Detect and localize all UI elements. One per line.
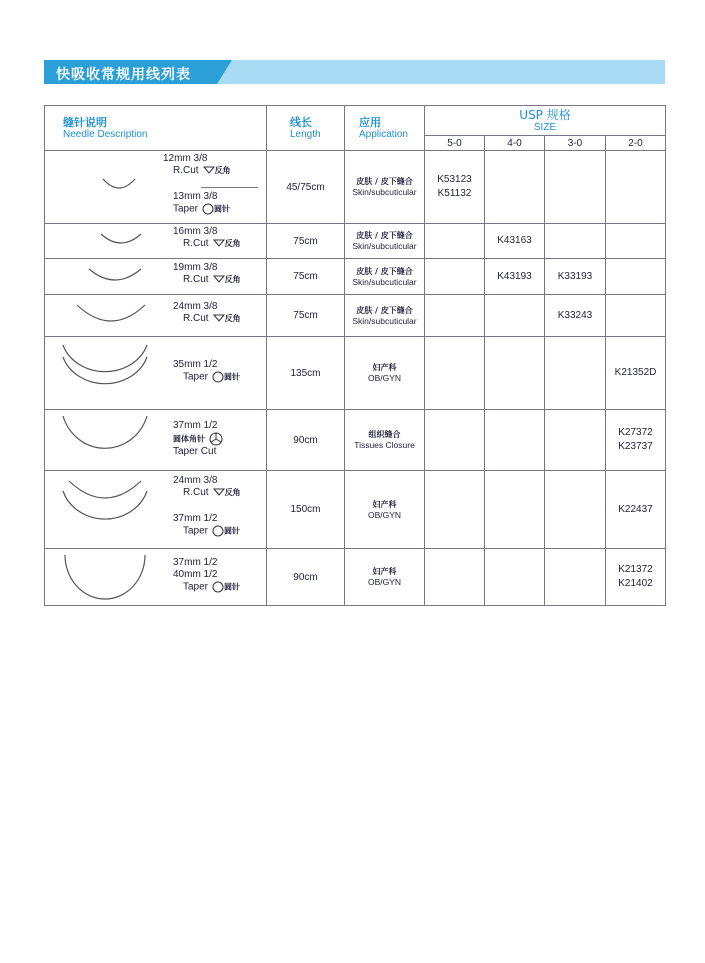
app-cn: 组织缝合 [368,430,401,439]
header-length-en: Length [290,128,321,140]
application-cell [345,224,425,259]
app-cn: 妇产科 [372,499,397,509]
suture-table [44,105,666,606]
code-cell-3-0 [545,471,606,549]
app-en: Skin/subcuticular [352,315,417,326]
code-cell-2-0 [606,549,666,606]
needle-3-8-icon [87,267,143,285]
application-cell [345,151,425,224]
needle-dim: 37mm 1/2 [173,557,218,568]
app-cn: 皮肤 / 皮下缝合 [356,266,413,276]
section-banner [44,60,665,84]
needle-type-line [173,525,240,538]
needle-type-line [173,581,240,594]
needle-shape: 反角 [224,314,241,323]
code-cell-3-0 [545,151,606,224]
table-row [45,471,666,549]
taper-cut-icon [209,432,223,446]
needle-dim: 19mm 3/8 [173,262,218,273]
application-cell [345,410,425,471]
length-cell: 75cm [267,295,345,337]
header-usp-en: SIZE [533,121,557,133]
header-app-en: Application [359,128,408,140]
needle-1-2-icon [59,414,151,466]
table-row [45,410,666,471]
needle-type: Taper [183,525,209,537]
length-cell: 75cm [267,259,345,295]
code-cell-4-0 [485,151,545,224]
application-cell [345,295,425,337]
code-cell-3-0 [545,337,606,410]
spec-group [173,420,223,458]
spec-group [173,191,230,216]
needle-description [45,295,267,337]
spec-group [173,513,240,538]
application-cell [345,471,425,549]
product-code: K51132 [437,188,472,199]
application-cell [345,259,425,295]
length-cell: 150cm [267,471,345,549]
needle-type: Taper [183,581,209,593]
header-application [345,106,425,151]
app-en: OB/GYN [367,509,402,520]
needle-shape: 圆针 [224,582,241,592]
needle-dim: 37mm 1/2 [173,513,218,524]
header-app-cn: 应用 [359,115,381,129]
header-desc-cn: 缝针说明 [63,115,107,129]
code-cell-4-0 [485,337,545,410]
needle-description [45,259,267,295]
app-en: OB/GYN [367,577,402,587]
needle-dim: 40mm 1/2 [173,569,218,580]
product-code: K53123 [437,174,472,185]
code-cell-2-0 [606,337,666,410]
app-cn: 妇产科 [372,363,397,372]
product-code: K21402 [618,578,653,589]
needle-shape: 反角 [224,275,241,284]
needle-shape: 圆针 [224,526,241,536]
spec-group [173,475,241,499]
needle-type-line [173,487,241,499]
code-cell-5-0 [425,337,485,410]
needle-type: R.Cut [183,313,209,324]
banner-title: 快吸收常规用线列表 [56,67,191,83]
needle-type: R.Cut [183,238,209,249]
needle-type: 圆体角针 [173,434,205,444]
needle-description [45,224,267,259]
needle-description [45,151,267,224]
length-cell: 90cm [267,410,345,471]
spec-group [173,301,241,325]
app-cn: 妇产科 [372,567,397,576]
app-cn: 皮肤 / 皮下缝合 [356,231,413,240]
size-2-0: 2-0 [606,136,666,151]
app-cn: 皮肤 / 皮下缝合 [356,177,413,186]
code-cell-2-0 [606,224,666,259]
needle-type-line [173,274,241,286]
code-cell-3-0 [545,224,606,259]
product-code: K43193 [497,270,532,282]
code-cell-5-0 [425,295,485,337]
needle-dim: 24mm 3/8 [173,301,218,312]
code-cell-3-0 [545,259,606,295]
product-code: K21352D [614,367,657,378]
spec-divider [201,187,258,188]
length-cell: 75cm [267,224,345,259]
triangle-icon [213,314,225,322]
needle-3-8-icon [75,303,147,327]
code-cell-3-0 [545,410,606,471]
code-cell-4-0 [485,224,545,259]
needle-type: Taper [173,203,199,215]
needle-3-8-icon [99,232,143,248]
needle-dim: 24mm 3/8 [173,475,218,486]
spec-group [173,226,241,250]
app-en: Tissues Closure [354,440,415,450]
app-en: OB/GYN [367,373,402,383]
needle-type: R.Cut [183,487,209,498]
needle-3-8-icon [101,177,137,193]
code-cell-2-0 [606,410,666,471]
size-4-0: 4-0 [485,136,545,151]
code-cell-4-0 [485,549,545,606]
spec-group [173,557,240,594]
needle-dim: 37mm 1/2 [173,420,218,431]
circle-icon [202,203,214,215]
code-cell-2-0 [606,259,666,295]
product-code: K33193 [557,270,593,282]
product-code: K22437 [618,503,653,515]
length-cell: 90cm [267,549,345,606]
needle-dim: 16mm 3/8 [173,226,218,237]
header-desc [45,106,267,151]
table-row [45,259,666,295]
circle-icon [212,581,224,593]
table-row [45,295,666,337]
triangle-icon [213,239,225,247]
code-cell-2-0 [606,471,666,549]
needle-shape: 圆针 [224,372,241,382]
triangle-icon [203,166,215,174]
needle-combo-icon [59,479,151,541]
length-cell: 45/75cm [267,151,345,224]
needle-type: R.Cut [173,165,199,176]
product-code: K21372 [618,564,653,575]
needle-shape: 圆针 [214,204,231,214]
header-row [45,106,666,136]
application-cell [345,337,425,410]
code-cell-2-0 [606,295,666,337]
needle-description [45,549,267,606]
header-usp-cn: USP 规格 [519,107,571,122]
needle-1-2-icon [59,343,151,403]
table-row [45,337,666,410]
triangle-icon [213,488,225,496]
code-cell-4-0 [485,295,545,337]
needle-type-en: Taper Cut [173,446,217,457]
code-cell-4-0 [485,259,545,295]
table-row [45,549,666,606]
product-code: K33243 [557,309,593,321]
needle-shape: 反角 [224,239,241,248]
code-cell-2-0 [606,151,666,224]
needle-type-line [163,165,231,177]
needle-description [45,410,267,471]
code-cell-5-0 [425,224,485,259]
code-cell-3-0 [545,549,606,606]
spec-group [173,262,241,286]
needle-description [45,337,267,410]
header-length [267,106,345,151]
app-cn: 皮肤 / 皮下缝合 [356,305,413,315]
code-cell-3-0 [545,295,606,337]
product-code: K23737 [618,441,653,452]
header-usp [425,106,666,136]
app-en: Skin/subcuticular [352,187,417,197]
code-cell-5-0 [425,410,485,471]
needle-dim: 35mm 1/2 [173,359,218,370]
needle-type: R.Cut [183,274,209,285]
length-cell: 135cm [267,337,345,410]
needle-type-line [173,432,223,446]
needle-type-line [173,371,240,384]
spec-group [173,359,240,384]
needle-shape: 反角 [214,166,231,175]
code-cell-5-0 [425,151,485,224]
needle-shape: 反角 [224,488,241,497]
needle-dim: 13mm 3/8 [173,191,218,202]
needle-type-line [173,203,230,216]
product-code: K27372 [618,427,653,438]
triangle-icon [213,275,225,283]
needle-type-line [173,313,241,325]
circle-icon [212,371,224,383]
code-cell-4-0 [485,410,545,471]
app-en: Skin/subcuticular [352,241,417,251]
size-5-0: 5-0 [425,136,485,151]
spec-group [163,153,231,177]
table-row [45,151,666,224]
needle-description [45,471,267,549]
needle-dim: 12mm 3/8 [163,153,208,164]
needle-type: Taper [183,371,209,383]
size-3-0: 3-0 [545,136,606,151]
application-cell [345,549,425,606]
circle-icon [212,525,224,537]
code-cell-4-0 [485,471,545,549]
header-desc-en: Needle Description [63,128,148,140]
code-cell-5-0 [425,471,485,549]
needle-1-2-icon [61,553,149,601]
code-cell-5-0 [425,549,485,606]
needle-type-line [173,238,241,250]
app-en: Skin/subcuticular [352,276,417,287]
header-length-cn: 线长 [290,115,312,129]
product-code: K43163 [497,235,532,246]
code-cell-5-0 [425,259,485,295]
table-row [45,224,666,259]
